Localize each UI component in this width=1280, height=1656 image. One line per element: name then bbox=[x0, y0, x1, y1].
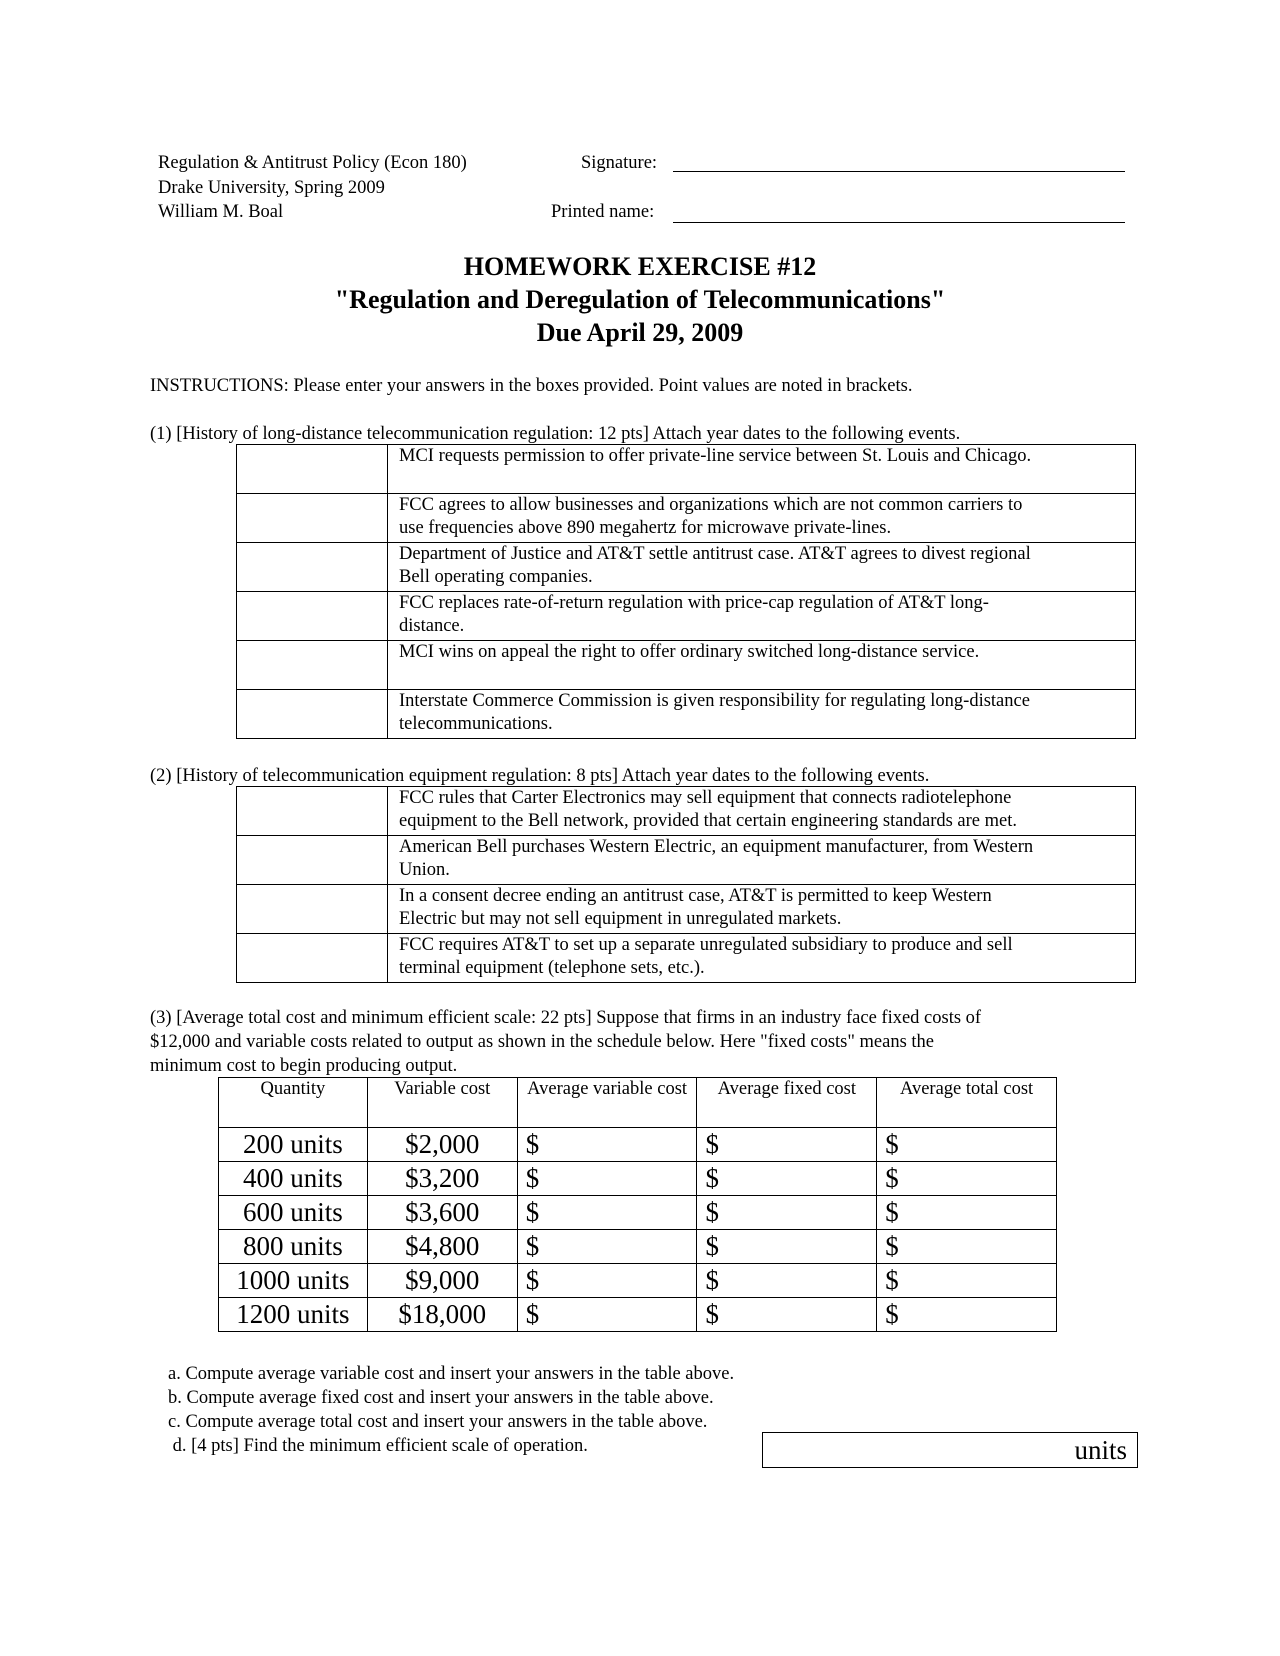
avg-variable-cost-input[interactable]: $ bbox=[517, 1162, 697, 1196]
q2-rows bbox=[237, 787, 1136, 983]
signature-label: Signature: bbox=[581, 153, 658, 173]
q1-event-text bbox=[388, 592, 1136, 641]
q3-prompt-line2: $12,000 and variable costs related to output as shown in the schedule below. Here "fixed costs" means the bbox=[150, 1032, 935, 1052]
cost-row bbox=[219, 1128, 1057, 1162]
event-text-line: FCC replaces rate-of-return regulation with price-cap regulation of AT&T long- bbox=[399, 593, 989, 613]
event-text-line: FCC rules that Carter Electronics may sell equipment that connects radiotelephone bbox=[399, 788, 1012, 808]
avg-total-cost-input[interactable]: $ bbox=[877, 1162, 1057, 1196]
quantity-cell: 1000 units bbox=[219, 1264, 368, 1298]
cost-row bbox=[219, 1264, 1057, 1298]
q1-event-text bbox=[388, 543, 1136, 592]
q2-year-input[interactable] bbox=[237, 885, 388, 934]
avg-fixed-cost-input[interactable]: $ bbox=[697, 1230, 877, 1264]
quantity-cell: 1200 units bbox=[219, 1298, 368, 1332]
avg-fixed-cost-input[interactable]: $ bbox=[697, 1298, 877, 1332]
q1-event-text bbox=[388, 641, 1136, 690]
event-text-line: MCI requests permission to offer private-line service between St. Louis and Chicago. bbox=[399, 446, 1032, 466]
quantity-cell: 200 units bbox=[219, 1128, 368, 1162]
event-text-line: equipment to the Bell network, provided that certain engineering standards are met. bbox=[399, 811, 1018, 831]
q1-year-input[interactable] bbox=[237, 543, 388, 592]
q1-event-row bbox=[237, 690, 1136, 739]
q1-event-text bbox=[388, 690, 1136, 739]
q1-event-text bbox=[388, 445, 1136, 494]
event-text-line: FCC requires AT&T to set up a separate unregulated subsidiary to produce and sell bbox=[399, 935, 1013, 955]
cost-row bbox=[219, 1230, 1057, 1264]
q1-event-text bbox=[388, 494, 1136, 543]
quantity-cell: 600 units bbox=[219, 1196, 368, 1230]
event-text-line: Department of Justice and AT&T settle antitrust case. AT&T agrees to divest regional bbox=[399, 544, 1031, 564]
units-label: units bbox=[1074, 1435, 1127, 1465]
event-text-line: Union. bbox=[399, 860, 450, 880]
avg-variable-cost-input[interactable]: $ bbox=[517, 1196, 697, 1230]
q3-part-a: a. Compute average variable cost and insert your answers in the table above. bbox=[168, 1364, 735, 1384]
q2-year-input[interactable] bbox=[237, 836, 388, 885]
variable-cost-cell: $4,800 bbox=[367, 1230, 517, 1264]
mes-answer-box[interactable] bbox=[762, 1432, 1138, 1468]
cost-table bbox=[218, 1077, 1057, 1332]
event-text-line: American Bell purchases Western Electric, an equipment manufacturer, from Western bbox=[399, 837, 1034, 857]
header-average-variable-cost: Average variable cost bbox=[517, 1078, 697, 1128]
event-text-line: In a consent decree ending an antitrust case, AT&T is permitted to keep Western bbox=[399, 886, 992, 906]
course-name: Regulation & Antitrust Policy (Econ 180) bbox=[158, 153, 467, 173]
q2-year-input[interactable] bbox=[237, 934, 388, 983]
printed-name-line[interactable] bbox=[673, 222, 1125, 223]
q2-prompt: (2) [History of telecommunication equipment regulation: 8 pts] Attach year dates to the following events. bbox=[150, 766, 930, 786]
signature-line[interactable] bbox=[673, 171, 1125, 172]
event-text-line: use frequencies above 890 megahertz for microwave private-lines. bbox=[399, 518, 892, 538]
avg-fixed-cost-input[interactable]: $ bbox=[697, 1128, 877, 1162]
avg-fixed-cost-input[interactable]: $ bbox=[697, 1264, 877, 1298]
avg-variable-cost-input[interactable]: $ bbox=[517, 1264, 697, 1298]
q2-events-table bbox=[236, 786, 1136, 983]
q1-event-row bbox=[237, 592, 1136, 641]
q1-event-row bbox=[237, 641, 1136, 690]
avg-total-cost-input[interactable]: $ bbox=[877, 1264, 1057, 1298]
q2-event-text bbox=[388, 836, 1136, 885]
q3-part-b: b. Compute average fixed cost and insert your answers in the table above. bbox=[168, 1388, 714, 1408]
avg-total-cost-input[interactable]: $ bbox=[877, 1128, 1057, 1162]
avg-total-cost-input[interactable]: $ bbox=[877, 1196, 1057, 1230]
q2-event-row bbox=[237, 934, 1136, 983]
event-text-line: telecommunications. bbox=[399, 714, 553, 734]
variable-cost-cell: $3,600 bbox=[367, 1196, 517, 1230]
q3-prompt-line1: (3) [Average total cost and minimum efficient scale: 22 pts] Suppose that firms in an industry face fixed costs of bbox=[150, 1008, 982, 1028]
cost-row bbox=[219, 1298, 1057, 1332]
q2-event-row bbox=[237, 787, 1136, 836]
event-text-line: terminal equipment (telephone sets, etc.). bbox=[399, 958, 705, 978]
q1-year-input[interactable] bbox=[237, 641, 388, 690]
cost-table-header bbox=[219, 1078, 1057, 1128]
avg-total-cost-input[interactable]: $ bbox=[877, 1298, 1057, 1332]
q2-year-input[interactable] bbox=[237, 787, 388, 836]
q1-prompt: (1) [History of long-distance telecommunication regulation: 12 pts] Attach year dates to the following events. bbox=[150, 424, 961, 444]
event-text-line: Electric but may not sell equipment in unregulated markets. bbox=[399, 909, 842, 929]
school-term: Drake University, Spring 2009 bbox=[158, 178, 385, 198]
avg-fixed-cost-input[interactable]: $ bbox=[697, 1196, 877, 1230]
q1-event-row bbox=[237, 494, 1136, 543]
event-text-line: distance. bbox=[399, 616, 465, 636]
q3-part-c: c. Compute average total cost and insert your answers in the table above. bbox=[168, 1412, 708, 1432]
printed-name-label: Printed name: bbox=[551, 202, 655, 222]
cost-table-body bbox=[219, 1128, 1057, 1332]
cost-row bbox=[219, 1196, 1057, 1230]
q2-event-text bbox=[388, 885, 1136, 934]
q3-prompt-line3: minimum cost to begin producing output. bbox=[150, 1056, 458, 1076]
instructor-name: William M. Boal bbox=[158, 202, 284, 222]
q1-event-row bbox=[237, 543, 1136, 592]
cost-row bbox=[219, 1162, 1057, 1196]
header-quantity: Quantity bbox=[219, 1078, 368, 1128]
variable-cost-cell: $3,200 bbox=[367, 1162, 517, 1196]
q1-year-input[interactable] bbox=[237, 445, 388, 494]
q2-event-row bbox=[237, 885, 1136, 934]
header-average-total-cost: Average total cost bbox=[877, 1078, 1057, 1128]
q1-year-input[interactable] bbox=[237, 494, 388, 543]
avg-fixed-cost-input[interactable]: $ bbox=[697, 1162, 877, 1196]
event-text-line: FCC agrees to allow businesses and organizations which are not common carriers to bbox=[399, 495, 1023, 515]
header-variable-cost: Variable cost bbox=[367, 1078, 517, 1128]
q2-event-text bbox=[388, 934, 1136, 983]
q1-rows bbox=[237, 445, 1136, 739]
variable-cost-cell: $2,000 bbox=[367, 1128, 517, 1162]
q1-event-row bbox=[237, 445, 1136, 494]
header-average-fixed-cost: Average fixed cost bbox=[697, 1078, 877, 1128]
avg-total-cost-input[interactable]: $ bbox=[877, 1230, 1057, 1264]
q2-event-text bbox=[388, 787, 1136, 836]
avg-variable-cost-input[interactable]: $ bbox=[517, 1230, 697, 1264]
page-title: HOMEWORK EXERCISE #12 bbox=[463, 252, 817, 281]
q1-year-input[interactable] bbox=[237, 690, 388, 739]
avg-variable-cost-input[interactable]: $ bbox=[517, 1298, 697, 1332]
variable-cost-cell: $18,000 bbox=[367, 1298, 517, 1332]
instructions: INSTRUCTIONS: Please enter your answers in the boxes provided. Point values are noted in brackets. bbox=[150, 376, 913, 396]
event-text-line: Bell operating companies. bbox=[399, 567, 593, 587]
quantity-cell: 400 units bbox=[219, 1162, 368, 1196]
q1-year-input[interactable] bbox=[237, 592, 388, 641]
page-subtitle: "Regulation and Deregulation of Telecommunications" bbox=[334, 285, 946, 314]
event-text-line: MCI wins on appeal the right to offer ordinary switched long-distance service. bbox=[399, 642, 980, 662]
q3-part-d: d. [4 pts] Find the minimum efficient scale of operation. bbox=[168, 1436, 588, 1456]
due-date: Due April 29, 2009 bbox=[536, 318, 744, 347]
event-text-line: Interstate Commerce Commission is given responsibility for regulating long-distance bbox=[399, 691, 1030, 711]
q2-event-row bbox=[237, 836, 1136, 885]
q1-events-table bbox=[236, 444, 1136, 739]
quantity-cell: 800 units bbox=[219, 1230, 368, 1264]
variable-cost-cell: $9,000 bbox=[367, 1264, 517, 1298]
avg-variable-cost-input[interactable]: $ bbox=[517, 1128, 697, 1162]
